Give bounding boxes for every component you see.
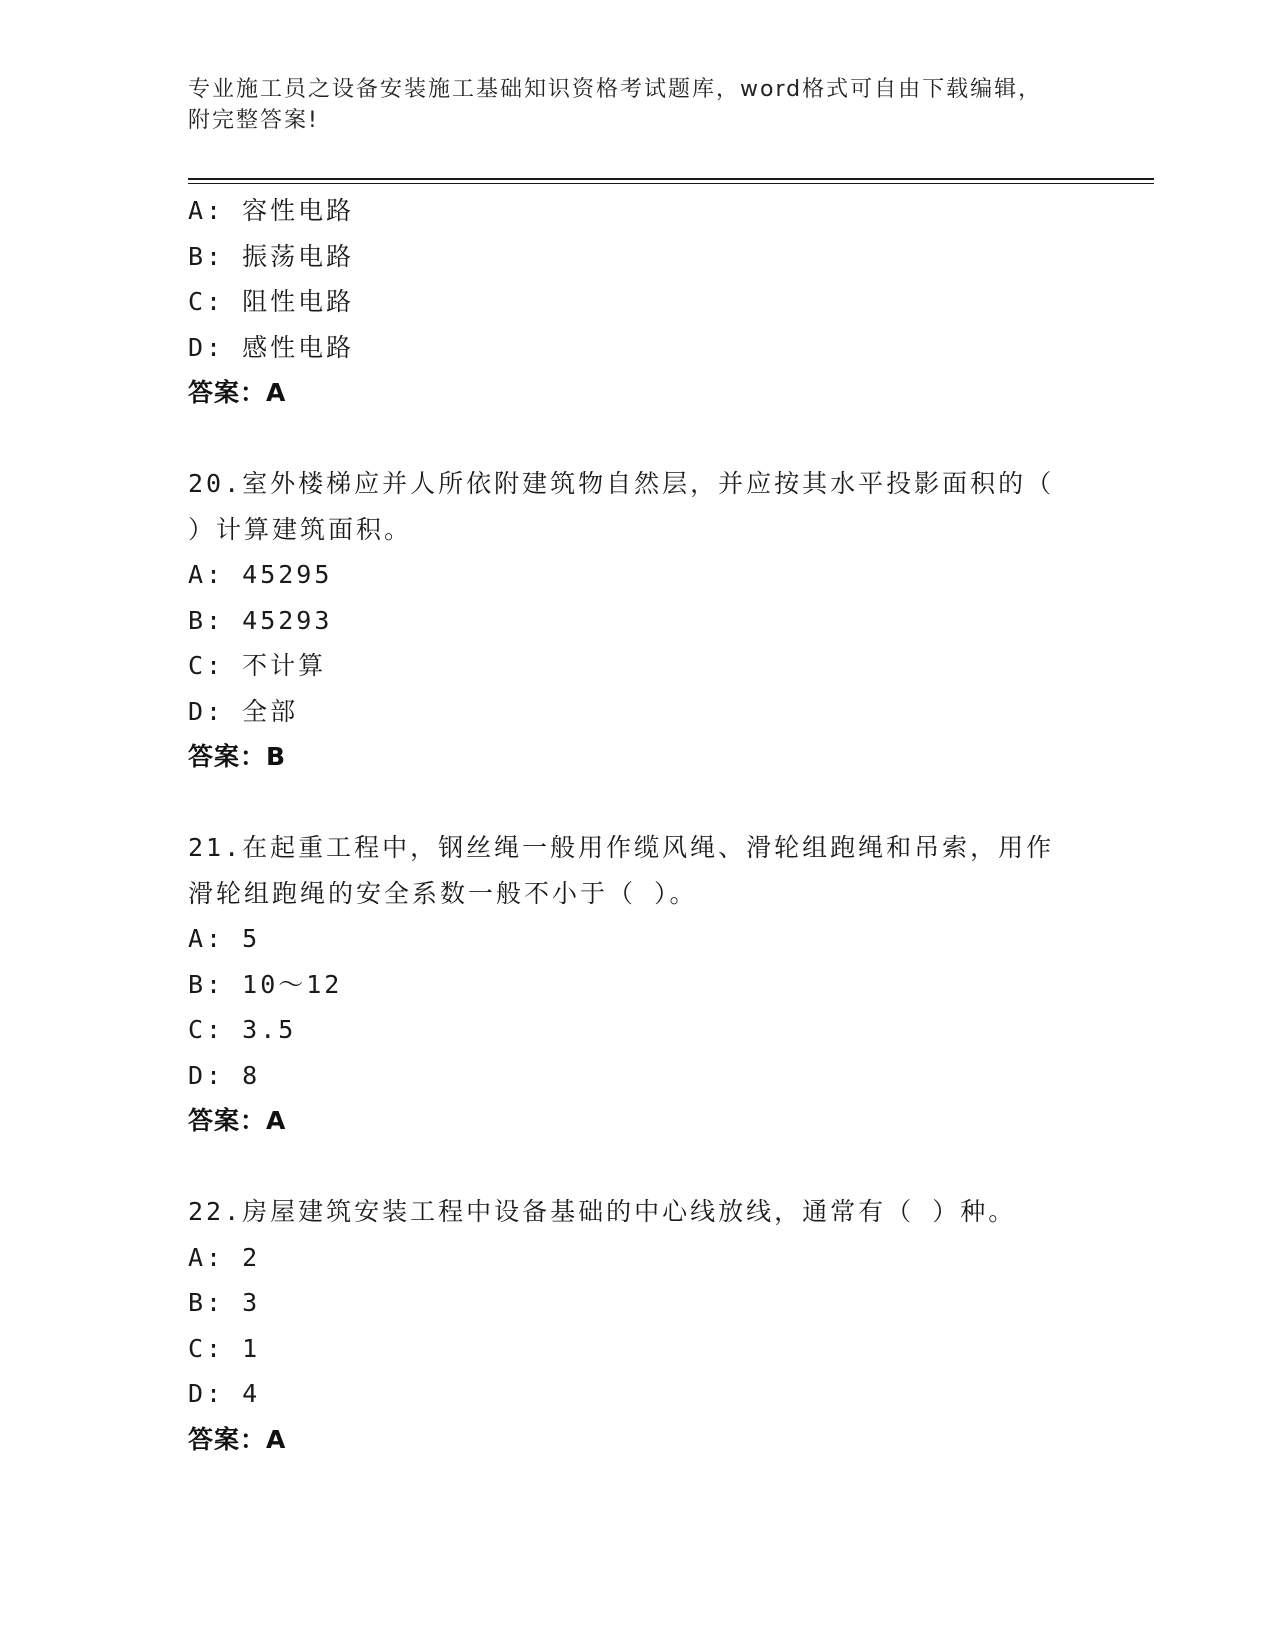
header-line-1: 专业施工员之设备安装施工基础知识资格考试题库，word格式可自由下载编辑，: [188, 77, 1043, 102]
option-d: D: 4: [188, 1379, 261, 1408]
answer-line: 答案：A: [188, 1424, 287, 1454]
question-text-line-2: ）计算建筑面积。: [188, 514, 413, 544]
question-block-21: [188, 825, 1088, 1144]
option-a: A: 容性电路: [188, 196, 355, 225]
question-list: [188, 188, 1088, 1462]
option-c: C: 不计算: [188, 651, 327, 680]
option-a: A: 45295: [188, 560, 333, 589]
option-b: B: 10～12: [188, 969, 343, 999]
option-b: B: 3: [188, 1288, 261, 1317]
block-spacer: [188, 780, 1088, 826]
answer-line: 答案：A: [188, 378, 287, 407]
option-d: D: 8: [188, 1060, 261, 1090]
question-text-line-2: 滑轮组跑绳的安全系数一般不小于（ ）。: [188, 878, 698, 908]
option-a: A: 5: [188, 924, 261, 953]
question-block-22: [188, 1189, 1088, 1462]
question-text-line-1: 21.在起重工程中，钢丝绳一般用作缆风绳、滑轮组跑绳和吊索，用作: [188, 833, 1055, 862]
option-c: C: 1: [188, 1333, 261, 1363]
option-b: B: 45293: [188, 605, 333, 635]
block-spacer: [188, 416, 1088, 462]
option-d: D: 全部: [188, 696, 299, 726]
block-spacer: [188, 1144, 1088, 1190]
document-header: [188, 74, 1088, 136]
question-text-line-1: 22.房屋建筑安装工程中设备基础的中心线放线，通常有（ ）种。: [188, 1197, 1017, 1226]
question-text-line-1: 20.室外楼梯应并人所依附建筑物自然层，并应按其水平投影面积的（: [188, 469, 1055, 498]
option-c: C: 3.5: [188, 1015, 297, 1044]
header-line-2: 附完整答案!: [188, 108, 319, 133]
option-a: A: 2: [188, 1242, 261, 1272]
answer-line: 答案：A: [188, 1106, 287, 1135]
option-c: C: 阻性电路: [188, 287, 355, 316]
question-block-20: [188, 461, 1088, 780]
option-d: D: 感性电路: [188, 332, 355, 362]
question-block-19: [188, 188, 1088, 416]
option-b: B: 振荡电路: [188, 241, 355, 271]
header-divider-thin: [188, 183, 1154, 184]
header-divider-thick: [188, 178, 1154, 180]
answer-line: 答案：B: [188, 742, 287, 771]
